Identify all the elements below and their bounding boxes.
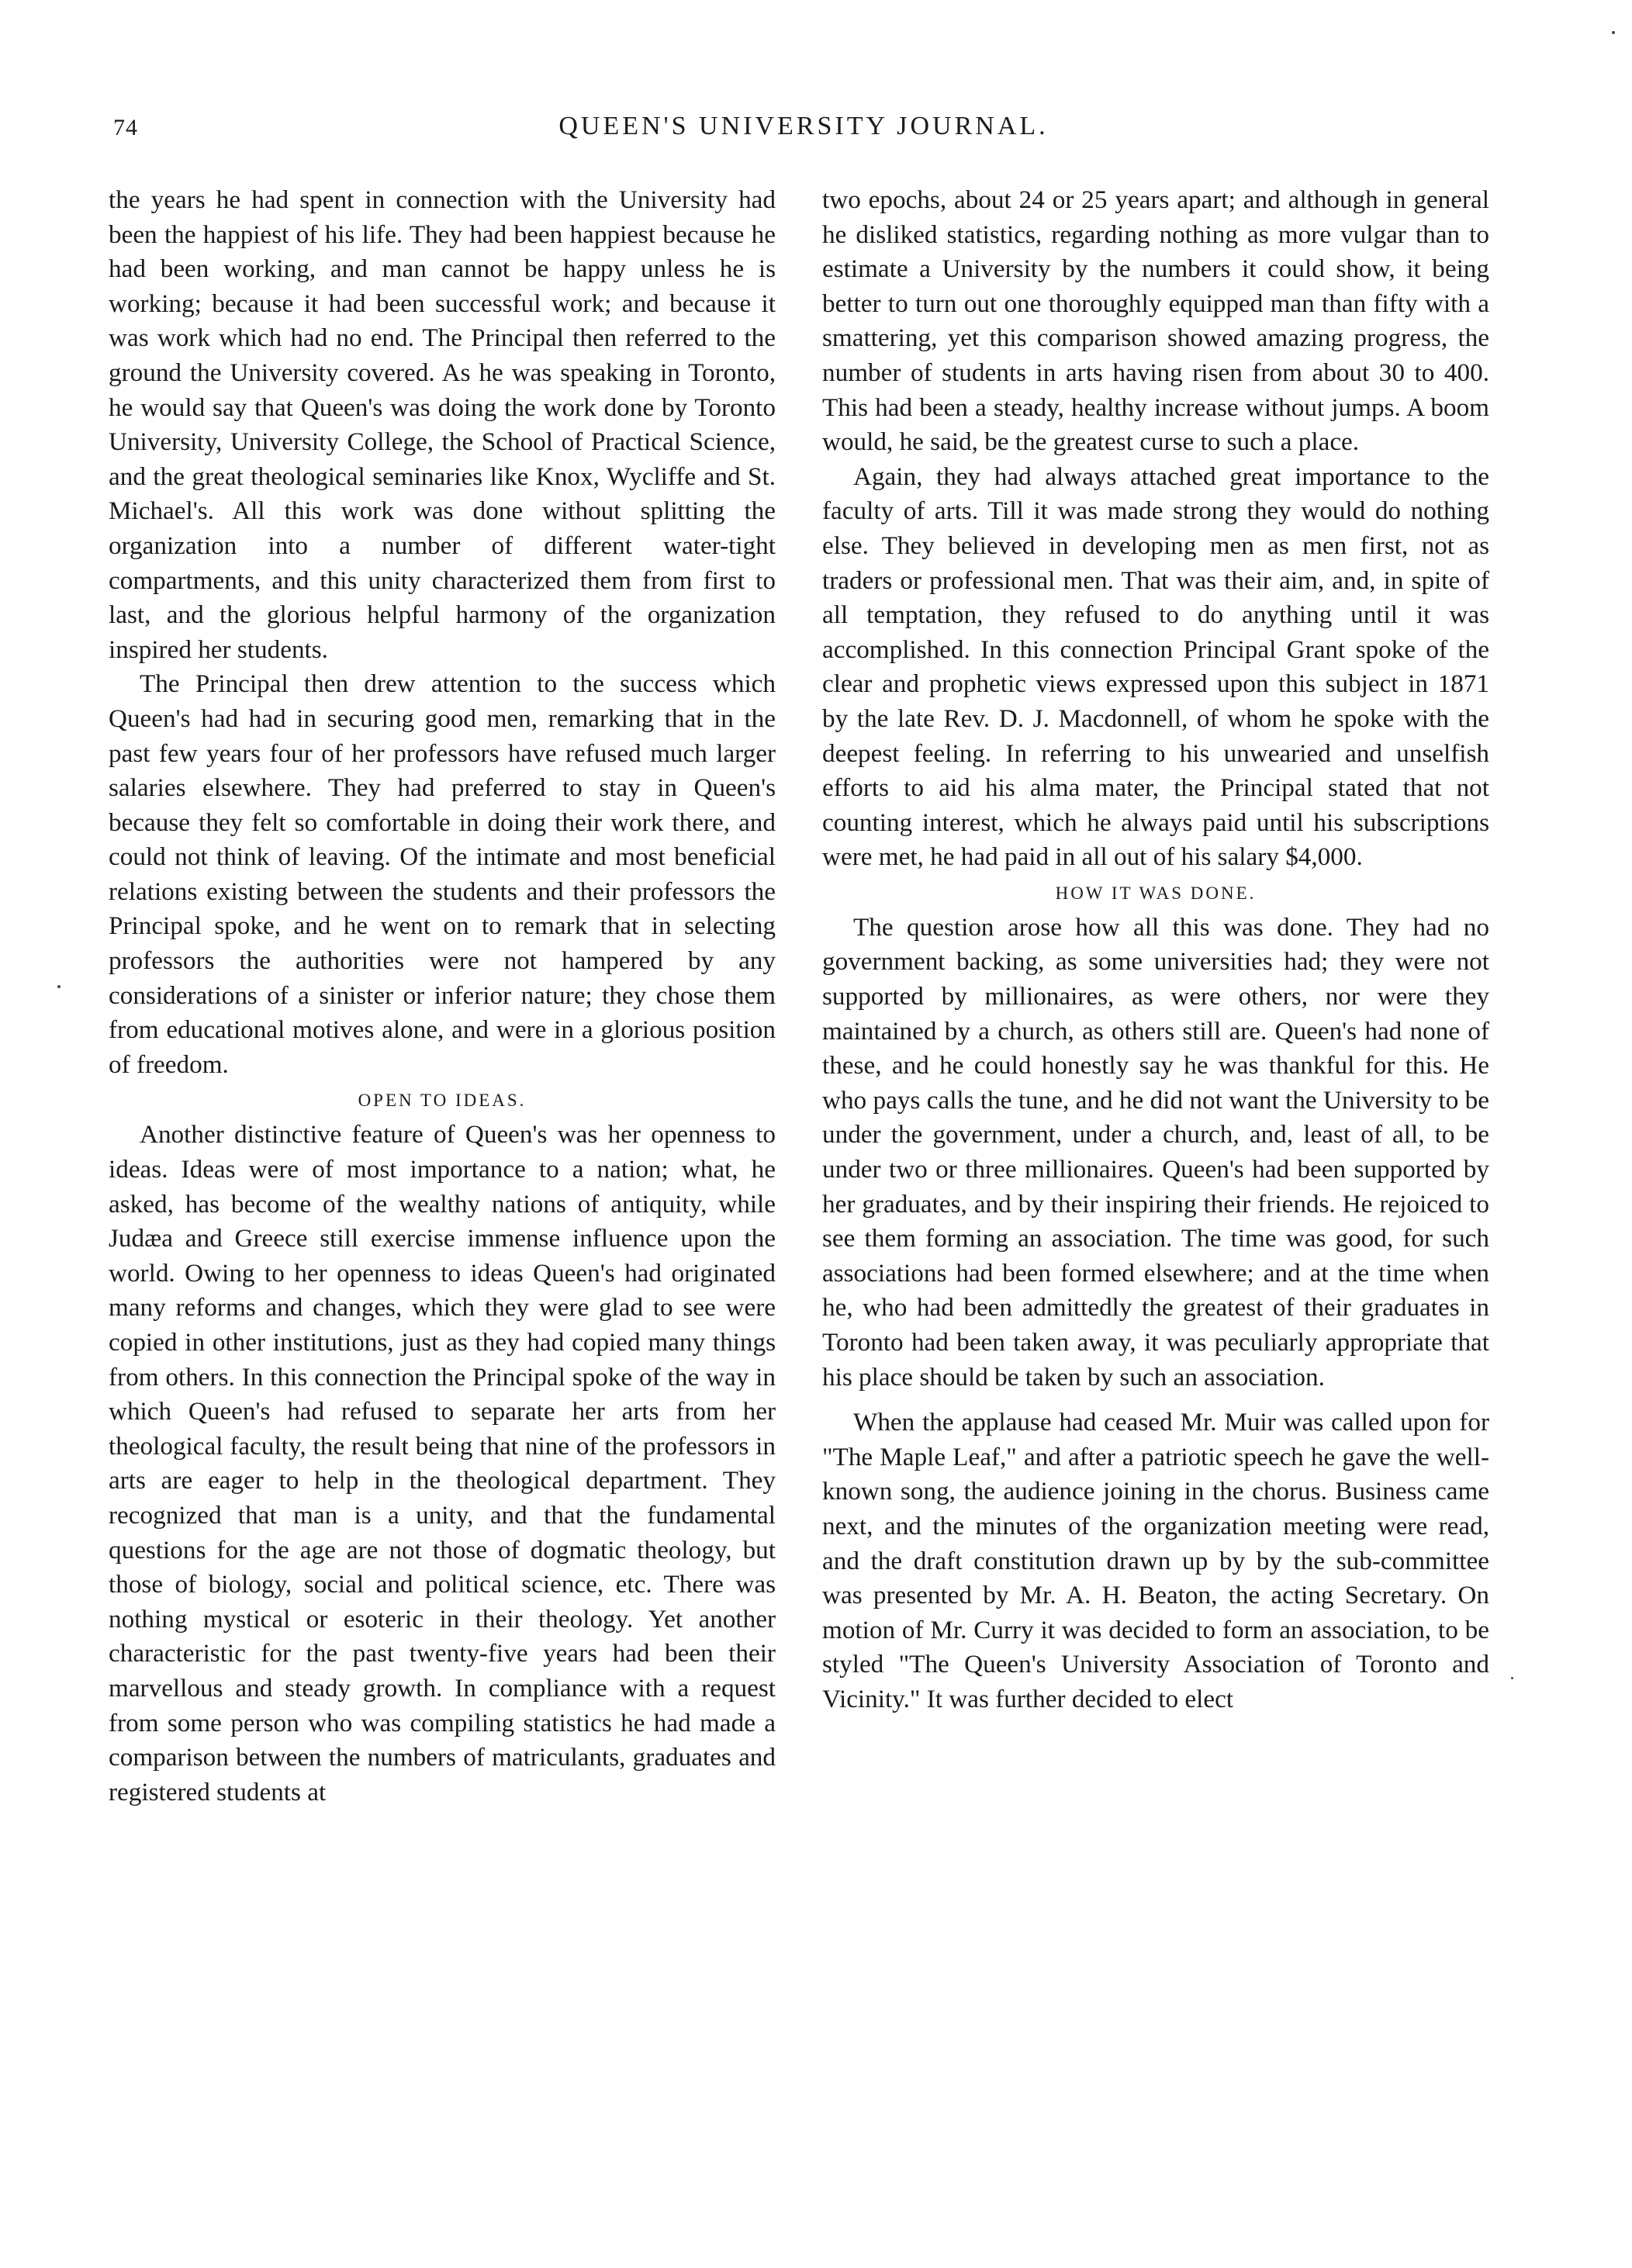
right-paragraph-1: two epochs, about 24 or 25 years apart; and although in general he disliked statistics, regarding nothing as more vulgar than to estimate a University by the numbers it could show, it being better to turn out one thoroughly equipped man than fifty with a smattering, yet this comparison showed amazing progress, the number of students in arts having risen from about 30 to 400. This had been a steady, healthy increase without jumps. A boom would, he said, be the greatest curse to such a place. — [822, 185, 1489, 457]
right-paragraph-3: The question arose how all this was done. They had no government backing, as some universities had; they were not supported by millionaires, as were others, nor were they maintained by a church, as others still are. Queen's had none of these, and he could honestly say he was thankful for this. He who pays calls the tune, and he did not want the University to be under the government, under a church, and, least of all, to be under two or three millionaires. Queen's had been supported by her graduates, and by their inspiring their friends. He rejoiced to see them forming an association. The time was good, for such associations had been formed elsewhere; and at the time when he, who had been admittedly the greatest of their graduates in Toronto had been taken away, it was peculiarly appropriate that his place should be taken by such an association. — [822, 912, 1489, 1392]
left-paragraph-2: The Principal then drew attention to the success which Queen's had had in securing good men, remarking that in the past few years four of her professors have refused much larger salaries elsewhere. They had preferred to stay in Queen's because they felt so comfortable in doing their work there, and could not think of leaving. Of the intimate and most beneficial relations existing between the students and their professors the Principal spoke, and he went on to remark that in selecting professors the authorities were not hampered by any considerations of a sinister or inferior nature; they chose them from educational motives alone, and were in a glorious position of freedom. — [109, 669, 776, 1079]
right-paragraph-4: When the applause had ceased Mr. Muir was called upon for "The Maple Leaf," and after a patriotic speech he gave the well-known song, the audience joining in the chorus. Business came next, and the minutes of the organization meeting were read, and the draft constitution drawn up by by the sub-committee was presented by Mr. A. H. Beaton, the acting Secretary. On motion of Mr. Curry it was decided to form an association, to be styled "The Queen's University Association of Toronto and Vicinity." It was further decided to elect — [822, 1408, 1489, 1713]
paper-speck — [1612, 31, 1615, 34]
running-head-title: QUEEN'S UNIVERSITY JOURNAL. — [558, 112, 1049, 140]
left-paragraph-1: the years he had spent in connection with the University had been the happiest of his life. They had been happiest because he had been working, and man cannot be happy unless he is working; because it had been successful work; and because it was work which had no end. The Principal then referred to the ground the University covered. As he was speaking in Toronto, he would say that Queen's was doing the work done by Toronto University, University College, the School of Practical Science, and the great theological seminaries like Knox, Wycliffe and St. Michael's. All this work was done without splitting the organization into a number of different water-tight compartments, and this unity characterized them from first to last, and the glorious helpful harmony of the organization inspired her students. — [109, 185, 776, 664]
paper-speck — [1511, 1677, 1513, 1679]
section-heading-open-to-ideas: OPEN TO IDEAS. — [358, 1091, 527, 1111]
paper-speck — [57, 985, 61, 988]
section-heading-how-it-was-done: HOW IT WAS DONE. — [1055, 883, 1257, 903]
page-number: 74 — [113, 115, 138, 140]
right-paragraph-2: Again, they had always attached great importance to the faculty of arts. Till it was made strong they would do nothing else. They believed in developing men as men first, not as traders or professional men. That was their aim, and, in spite of all temptation, they refused to do anything until it was accomplished. In this connection Principal Grant spoke of the clear and prophetic views expressed upon this subject in 1871 by the late Rev. D. J. Macdonnell, of whom he spoke with the deepest feeling. In referring to his unwearied and unselfish efforts to aid his alma mater, the Principal stated that not counting interest, which he always paid until his subscriptions were met, he had paid in all out of his salary $4,000. — [822, 462, 1489, 872]
right-column — [822, 183, 1489, 1717]
left-paragraph-3: Another distinctive feature of Queen's was her openness to ideas. Ideas were of most importance to a nation; what, he asked, has become of the wealthy nations of antiquity, while Judæa and Greece still exercise immense influence upon the world. Owing to her openness to ideas Queen's had originated many reforms and changes, which they were glad to see were copied in other institutions, just as they had copied many things from others. In this connection the Principal spoke of the way in which Queen's had refused to separate her arts from her theological faculty, the result being that nine of the professors in arts are eager to help in the theological department. They recognized that man is a unity, and that the fundamental questions for the age are not those of dogmatic theology, but those of biology, social and political science, etc. There was nothing mystical or esoteric in their theology. Yet another characteristic for the past twenty-five years had been their marvellous and steady growth. In compliance with a request from some person who was compiling statistics he had made a comparison between the numbers of matriculants, graduates and registered students at — [109, 1120, 776, 1806]
page-header — [113, 112, 1494, 161]
left-column — [109, 183, 776, 1810]
